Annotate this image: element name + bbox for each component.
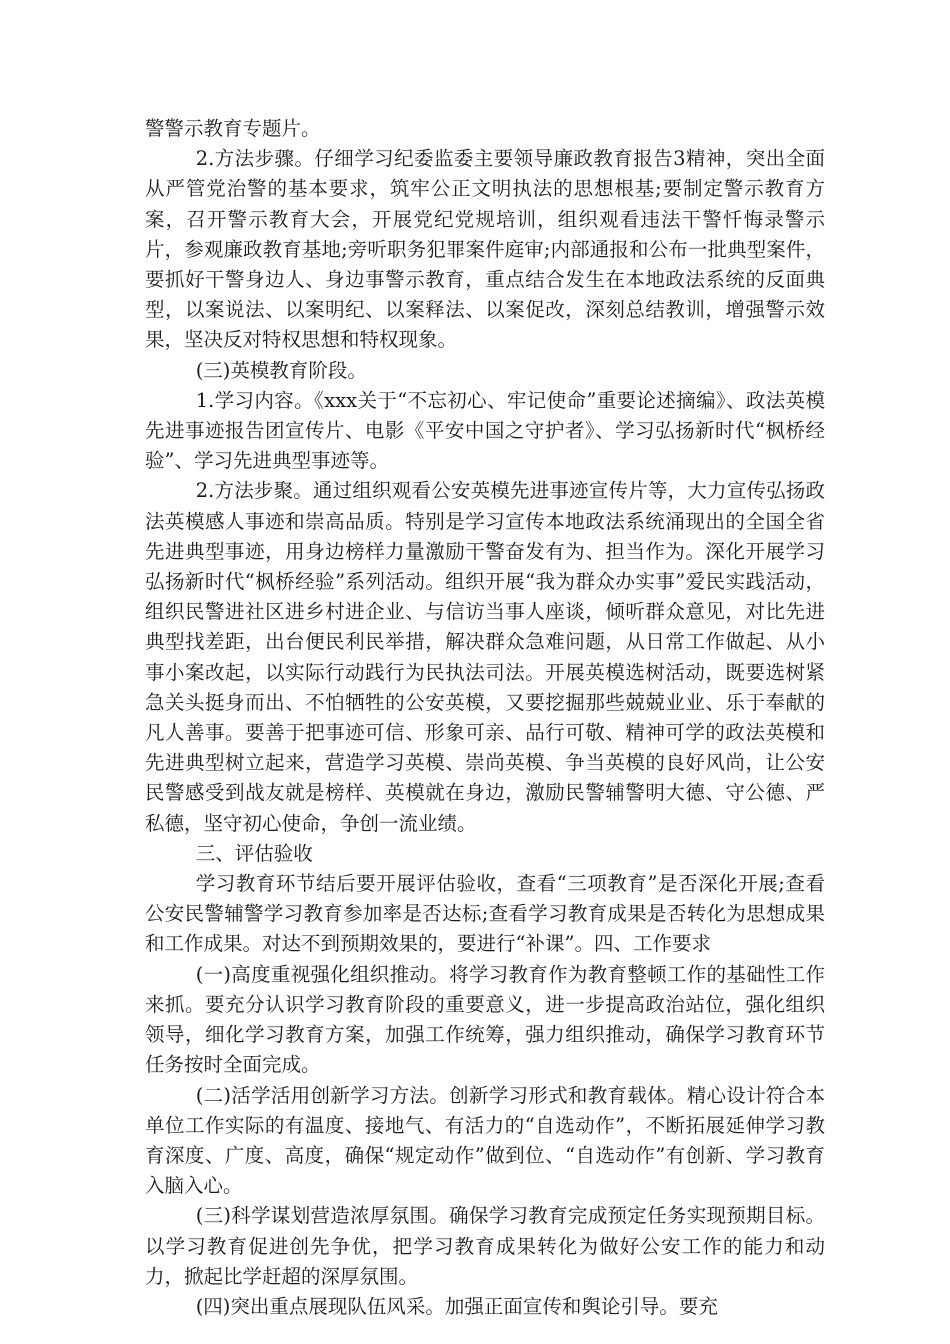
paragraph: (三)英模教育阶段。 — [195, 358, 367, 382]
paragraph: (一)高度重视强化组织推动。将学习教育作为教育整顿工作的基础性工作来抓。要充分认识学习教育阶段的重要意义，进一步提高政治站位，强化组织领导，细化学习教育方案，加强工作统筹，强力组织推动，确保学习教育环节任务按时全面完成。 — [145, 962, 825, 1077]
paragraph: 三、评估验收 — [195, 841, 313, 865]
paragraph: 2.方法步骤。仔细学习纪委监委主要领导廉政教育报告3精神，突出全面从严管党治警的基本要求，筑牢公正文明执法的思想根基;要制定警示教育方案，召开警示教育大会，开展党纪党规培训，组织观看违法干警忏悔录警示片，参观廉政教育基地;旁听职务犯罪案件庭审;内部通报和公布一批典型案件，要抓好干警身边人、身边事警示教育，重点结合发生在本地政法系统的反面典型，以案说法、以案明纪、以案释法、以案促改，深刻总结教训，增强警示效果，坚决反对特权思想和特权现象。 — [145, 147, 825, 352]
paragraph: (四)突出重点展现队伍风采。加强正面宣传和舆论引导。要充 — [195, 1294, 718, 1318]
document-body — [145, 114, 825, 1322]
paragraph: 警警示教育专题片。 — [145, 117, 321, 140]
paragraph: (二)活学活用创新学习方法。创新学习形式和教育载体。精心设计符合本单位工作实际的有温度、接地气、有活力的“自选动作”，不断拓展延伸学习教育深度、广度、高度，确保“规定动作”做到位、“自选动作”有创新、学习教育入脑入心。 — [145, 1083, 825, 1198]
paragraph: 学习教育环节结后要开展评估验收，查看“三项教育”是否深化开展;查看公安民警辅警学习教育参加率是否达标;查看学习教育成果是否转化为思想成果和工作成果。对达不到预期效果的，要进行“补课”。四、工作要求 — [145, 872, 825, 956]
paragraph: 2.方法步聚。通过组织观看公安英模先进事迹宣传片等，大力宣传弘扬政法英模感人事迹和崇高品质。特别是学习宣传本地政法系统涌现出的全国全省先进典型事迹，用身边榜样力量激励干警奋发有为、担当作为。深化开展学习弘扬新时代“枫桥经验”系列活动。组织开展“我为群众办实事”爱民实践活动，组织民警进社区进乡村进企业、与信访当事人座谈，倾听群众意见，对比先进典型找差距，出台便民利民举措，解决群众急难问题，从日常工作做起、从小事小案改起，以实际行动践行为民执法司法。开展英模选树活动，既要选树紧急关头挺身而出、不怕牺牲的公安英模，又要挖掘那些兢兢业业、乐于奉献的凡人善事。要善于把事迹可信、形象可亲、品行可敬、精神可学的政法英模和先进典型树立起来，营造学习英模、崇尚英模、争当英模的良好风尚，让公安民警感受到战友就是榜样、英模就在身边，激励民警辅警明大德、守公德、严私德，坚守初心使命，争创一流业绩。 — [145, 479, 825, 835]
paragraph: 1.学习内容。《xxx关于“不忘初心、牢记使命”重要论述摘编》、政法英模先进事迹报告团宣传片、电影《平安中国之守护者》、学习弘扬新时代“枫桥经验”、学习先进典型事迹等。 — [145, 388, 825, 473]
paragraph: (三)科学谋划营造浓厚氛围。确保学习教育完成预定任务实现预期目标。以学习教育促进创先争优，把学习教育成果转化为做好公安工作的能力和动力，掀起比学赶超的深厚氛围。 — [145, 1204, 825, 1288]
